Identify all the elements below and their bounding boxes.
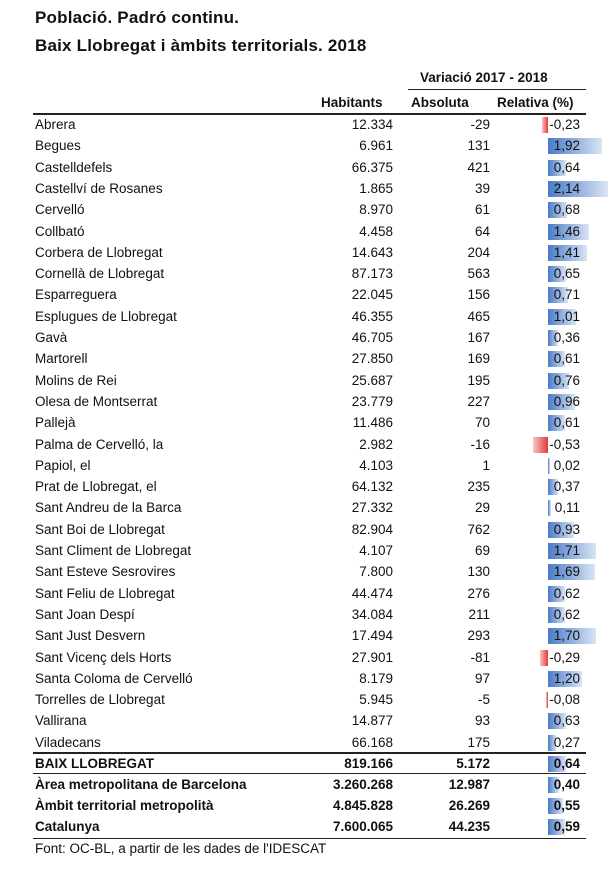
row-relativa <box>508 625 584 646</box>
row-relativa <box>508 348 584 369</box>
relativa-value: -0,53 <box>549 436 580 452</box>
row-name: Gavà <box>35 330 68 345</box>
row-habitants: 819.166 <box>344 756 393 771</box>
row-name: Sant Feliu de Llobregat <box>35 585 175 601</box>
row-name: Collbató <box>35 223 85 239</box>
source-note: Font: OC-BL, a partir de les dades de l'IDESCAT <box>35 841 327 856</box>
relativa-bar <box>533 437 548 453</box>
row-absoluta: 276 <box>467 585 490 601</box>
relativa-value: 0,40 <box>553 777 580 792</box>
row-name: Vallirana <box>35 713 87 729</box>
row-name: Prat de Llobregat, el <box>35 479 157 495</box>
row-relativa <box>508 604 584 625</box>
header-variation: Variació 2017 - 2018 <box>420 70 548 85</box>
row-name: Catalunya <box>35 819 100 834</box>
row-absoluta: 169 <box>467 351 490 367</box>
table-row <box>33 434 586 455</box>
row-habitants: 12.334 <box>351 117 393 132</box>
table-row <box>33 497 586 518</box>
relativa-value: 1,01 <box>553 308 580 324</box>
row-habitants: 25.687 <box>351 372 393 388</box>
row-relativa <box>508 221 584 242</box>
relativa-bar <box>546 692 548 708</box>
table-row <box>33 455 586 476</box>
row-absoluta: 156 <box>467 287 490 303</box>
table-row <box>33 114 586 135</box>
table-row <box>33 647 586 668</box>
row-absoluta: -29 <box>470 117 490 132</box>
row-relativa <box>508 327 584 348</box>
row-habitants: 5.945 <box>359 692 393 708</box>
row-absoluta: -81 <box>470 649 490 665</box>
total-row <box>33 816 586 837</box>
table-row <box>33 242 586 263</box>
table-row <box>33 135 586 156</box>
row-relativa <box>508 647 584 668</box>
row-absoluta: -5 <box>477 692 490 708</box>
row-name: Papiol, el <box>35 457 91 473</box>
table-row <box>33 348 586 369</box>
row-relativa <box>508 540 584 561</box>
row-absoluta: 235 <box>467 479 490 495</box>
table-row <box>33 221 586 242</box>
row-name: Palma de Cervelló, la <box>35 436 164 452</box>
row-absoluta: 93 <box>474 713 490 729</box>
row-relativa <box>508 689 584 710</box>
row-habitants: 46.705 <box>351 330 393 345</box>
table-row <box>33 157 586 178</box>
row-habitants: 64.132 <box>351 479 393 495</box>
relativa-bar <box>548 500 551 516</box>
row-name: Sant Boi de Llobregat <box>35 521 165 537</box>
row-absoluta: 97 <box>474 670 490 686</box>
relativa-value: 0,64 <box>553 756 580 771</box>
header-habitants: Habitants <box>321 95 383 110</box>
row-relativa <box>508 561 584 582</box>
table-row <box>33 689 586 710</box>
row-habitants: 4.458 <box>359 223 393 239</box>
row-habitants: 46.355 <box>351 308 393 324</box>
row-absoluta: 421 <box>467 159 490 175</box>
relativa-value: 0,76 <box>553 372 580 388</box>
header-relativa: Relativa (%) <box>497 95 574 110</box>
row-name: Cornellà de Llobregat <box>35 266 165 282</box>
page-subtitle: Baix Llobregat i àmbits territorials. 2018 <box>35 36 367 55</box>
row-absoluta: 29 <box>474 500 490 516</box>
row-habitants: 4.103 <box>359 457 393 473</box>
variation-underline <box>408 89 586 90</box>
row-name: Cervelló <box>35 202 85 218</box>
relativa-value: 1,92 <box>553 138 580 154</box>
row-name: BAIX LLOBREGAT <box>35 756 154 771</box>
table-row <box>33 263 586 284</box>
row-habitants: 1.865 <box>359 180 393 196</box>
row-habitants: 66.375 <box>351 159 393 175</box>
row-habitants: 11.486 <box>352 415 393 431</box>
row-name: Esplugues de Llobregat <box>35 308 177 324</box>
row-name: Corbera de Llobregat <box>35 244 163 260</box>
relativa-value: 0,71 <box>553 287 580 303</box>
row-relativa <box>508 710 584 731</box>
row-absoluta: 563 <box>467 266 490 282</box>
table-row <box>33 476 586 497</box>
row-habitants: 7.600.065 <box>332 819 393 834</box>
relativa-value: 1,41 <box>553 244 580 260</box>
row-name: Castellví de Rosanes <box>35 180 163 196</box>
row-relativa <box>508 284 584 305</box>
row-absoluta: 5.172 <box>456 756 490 771</box>
row-absoluta: 44.235 <box>448 819 490 834</box>
table-row <box>33 604 586 625</box>
relativa-bar <box>548 458 550 474</box>
row-habitants: 82.904 <box>351 521 393 537</box>
row-habitants: 44.474 <box>351 585 393 601</box>
relativa-value: 0,27 <box>553 734 580 750</box>
relativa-value: 0,93 <box>553 521 580 537</box>
row-name: Sant Andreu de la Barca <box>35 500 182 516</box>
table-row <box>33 284 586 305</box>
row-name: Torrelles de Llobregat <box>35 692 165 708</box>
row-absoluta: 293 <box>467 628 490 644</box>
row-absoluta: 227 <box>467 393 490 409</box>
row-habitants: 2.982 <box>359 436 393 452</box>
table-row <box>33 625 586 646</box>
row-habitants: 4.845.828 <box>332 798 393 813</box>
relativa-value: 0,62 <box>553 606 580 622</box>
row-relativa <box>508 306 584 327</box>
row-absoluta: 195 <box>467 372 490 388</box>
table-row <box>33 199 586 220</box>
total-row <box>33 753 586 774</box>
row-habitants: 8.179 <box>359 670 393 686</box>
row-absoluta: -16 <box>470 436 490 452</box>
table-row <box>33 178 586 199</box>
row-relativa <box>508 412 584 433</box>
row-relativa <box>508 434 584 455</box>
row-relativa <box>508 668 584 689</box>
row-habitants: 3.260.268 <box>332 777 393 792</box>
row-habitants: 34.084 <box>351 606 393 622</box>
table-row <box>33 668 586 689</box>
row-name: Sant Just Desvern <box>35 628 146 644</box>
table-row <box>33 391 586 412</box>
row-absoluta: 39 <box>474 180 490 196</box>
table-row <box>33 710 586 731</box>
table-row <box>33 732 586 753</box>
row-absoluta: 211 <box>468 606 490 622</box>
relativa-value: 0,36 <box>553 330 580 345</box>
row-habitants: 14.877 <box>351 713 393 729</box>
row-name: Begues <box>35 138 81 154</box>
row-relativa <box>508 583 584 604</box>
total-row <box>33 774 586 795</box>
row-habitants: 6.961 <box>359 138 393 154</box>
row-name: Olesa de Montserrat <box>35 393 158 409</box>
row-absoluta: 26.269 <box>448 798 490 813</box>
relativa-value: 1,20 <box>553 670 580 686</box>
row-relativa <box>508 370 584 391</box>
relativa-bar <box>542 117 548 133</box>
rule-before-total <box>33 752 586 754</box>
header-absoluta: Absoluta <box>411 95 469 110</box>
relativa-value: 0,65 <box>553 266 580 282</box>
row-relativa <box>508 455 584 476</box>
row-habitants: 27.901 <box>351 649 393 665</box>
row-name: Sant Joan Despí <box>35 606 135 622</box>
total-row <box>33 795 586 816</box>
relativa-value: 0,64 <box>553 159 580 175</box>
row-relativa <box>508 732 584 753</box>
row-relativa <box>508 497 584 518</box>
relativa-value: 0,96 <box>553 393 580 409</box>
row-name: Àmbit territorial metropolità <box>35 798 214 813</box>
relativa-value: 2,14 <box>553 180 580 196</box>
relativa-value: 1,69 <box>553 564 580 580</box>
table-row <box>33 561 586 582</box>
row-absoluta: 130 <box>467 564 490 580</box>
relativa-value: 0,61 <box>553 415 580 431</box>
relativa-value: 0,11 <box>554 500 580 516</box>
row-habitants: 14.643 <box>351 244 393 260</box>
table-row <box>33 519 586 540</box>
relativa-value: 0,37 <box>553 479 580 495</box>
row-relativa <box>508 476 584 497</box>
row-name: Molins de Rei <box>35 372 117 388</box>
table-row <box>33 327 586 348</box>
row-relativa <box>508 199 584 220</box>
relativa-bar <box>540 650 548 666</box>
row-absoluta: 204 <box>467 244 490 260</box>
row-relativa <box>508 114 584 135</box>
row-absoluta: 64 <box>474 223 490 239</box>
row-name: Viladecans <box>35 734 101 750</box>
row-absoluta: 12.987 <box>448 777 490 792</box>
row-habitants: 17.494 <box>351 628 393 644</box>
row-habitants: 87.173 <box>351 266 393 282</box>
row-name: Esparreguera <box>35 287 117 303</box>
row-name: Pallejà <box>35 415 76 431</box>
row-name: Sant Esteve Sesrovires <box>35 564 176 580</box>
row-habitants: 8.970 <box>359 202 393 218</box>
row-habitants: 66.168 <box>351 734 393 750</box>
row-habitants: 4.107 <box>359 543 393 558</box>
relativa-value: 0,55 <box>553 798 580 813</box>
relativa-value: 0,02 <box>553 457 580 473</box>
row-relativa <box>508 753 584 774</box>
rule-after-total <box>33 773 586 774</box>
table-row <box>33 412 586 433</box>
row-absoluta: 61 <box>474 202 490 218</box>
relativa-value: 1,70 <box>553 628 580 644</box>
relativa-value: 0,63 <box>553 713 580 729</box>
table-row <box>33 540 586 561</box>
relativa-value: -0,23 <box>549 117 580 132</box>
row-absoluta: 465 <box>467 308 490 324</box>
row-habitants: 27.332 <box>351 500 393 516</box>
row-absoluta: 69 <box>474 543 490 558</box>
relativa-value: 1,46 <box>553 223 580 239</box>
rule-table-bottom <box>33 838 586 839</box>
page-title: Població. Padró continu. <box>35 8 240 27</box>
relativa-value: 0,61 <box>553 351 580 367</box>
row-relativa <box>508 391 584 412</box>
relativa-value: 0,68 <box>553 202 580 218</box>
row-relativa <box>508 242 584 263</box>
row-absoluta: 70 <box>474 415 490 431</box>
row-habitants: 7.800 <box>359 564 393 580</box>
row-relativa <box>508 816 584 837</box>
row-habitants: 27.850 <box>351 351 393 367</box>
row-relativa <box>508 157 584 178</box>
row-name: Sant Climent de Llobregat <box>35 543 192 558</box>
relativa-value: 0,62 <box>553 585 580 601</box>
row-absoluta: 167 <box>467 330 490 345</box>
row-absoluta: 762 <box>467 521 490 537</box>
row-name: Àrea metropolitana de Barcelona <box>35 777 247 792</box>
row-relativa <box>508 178 584 199</box>
table-row <box>33 306 586 327</box>
row-name: Abrera <box>35 117 76 132</box>
row-habitants: 23.779 <box>351 393 393 409</box>
row-relativa <box>508 263 584 284</box>
row-habitants: 22.045 <box>351 287 393 303</box>
row-absoluta: 131 <box>467 138 490 154</box>
row-relativa <box>508 774 584 795</box>
table-row <box>33 583 586 604</box>
relativa-value: 1,71 <box>553 543 580 558</box>
row-name: Martorell <box>35 351 88 367</box>
row-name: Santa Coloma de Cervelló <box>35 670 193 686</box>
row-absoluta: 1 <box>482 457 490 473</box>
row-absoluta: 175 <box>467 734 490 750</box>
row-relativa <box>508 519 584 540</box>
table-row <box>33 370 586 391</box>
row-relativa <box>508 795 584 816</box>
row-relativa <box>508 135 584 156</box>
row-name: Sant Vicenç dels Horts <box>35 649 172 665</box>
row-name: Castelldefels <box>35 159 113 175</box>
relativa-value: 0,59 <box>553 819 580 834</box>
relativa-value: -0,29 <box>549 649 580 665</box>
relativa-value: -0,08 <box>549 692 580 708</box>
